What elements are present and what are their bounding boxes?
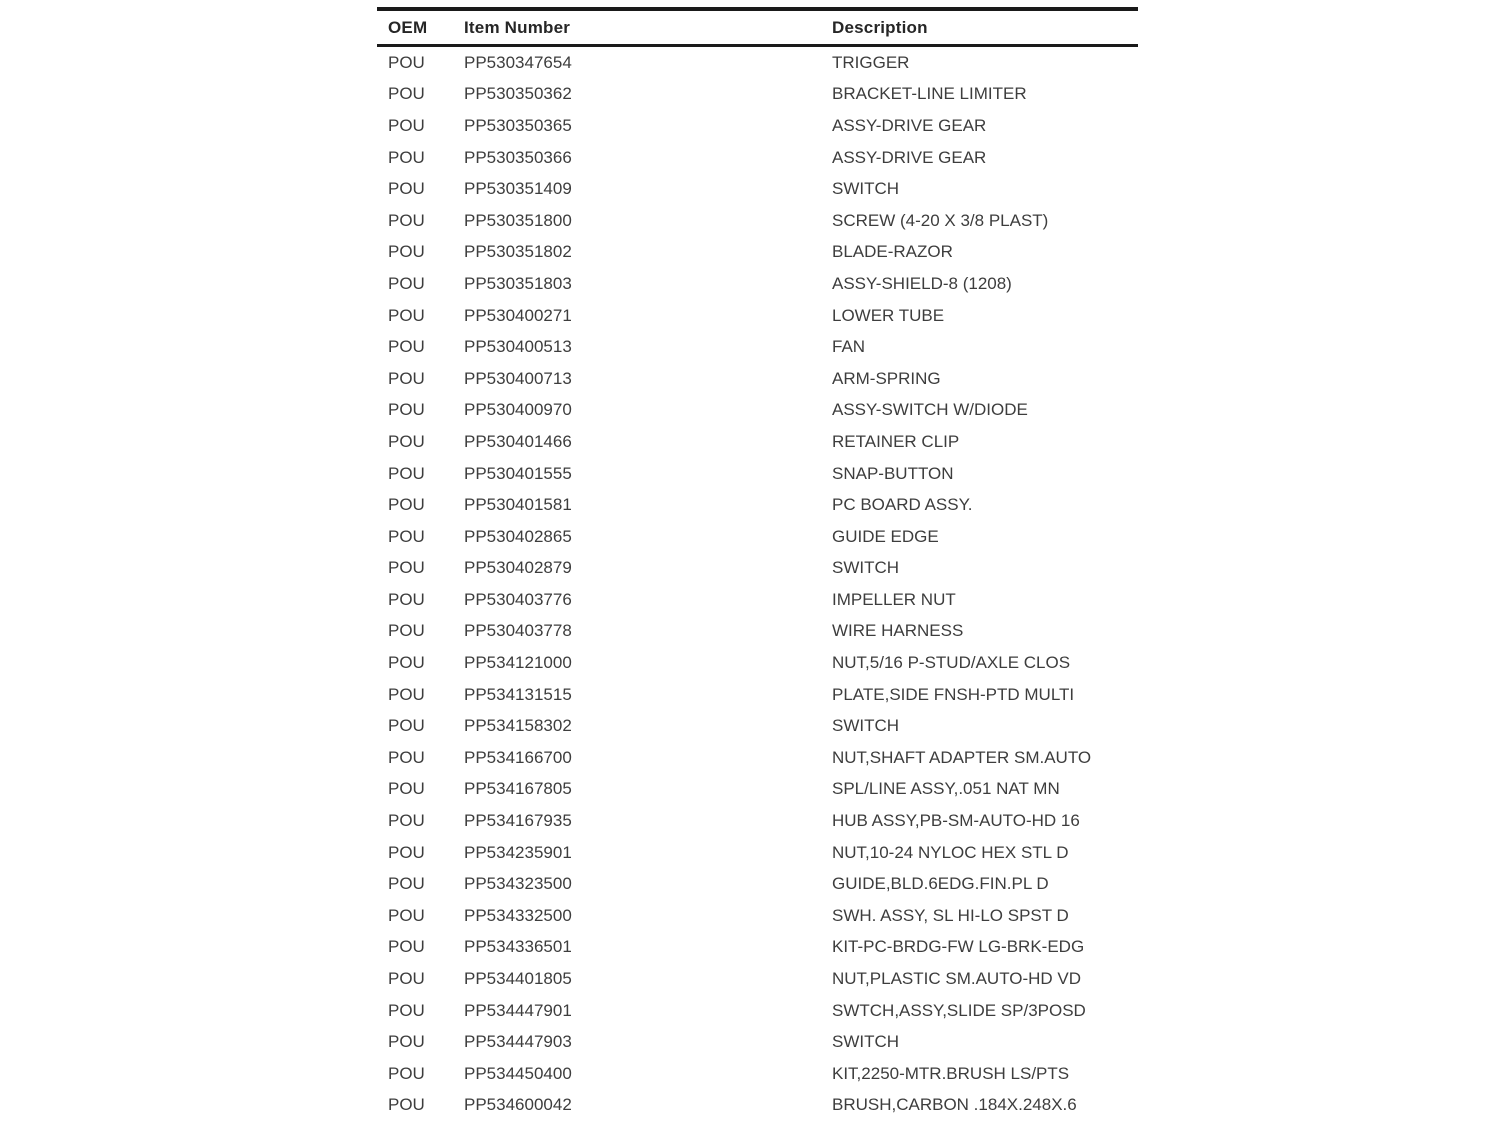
cell-item-number: PP530400513 [464,337,572,357]
cell-oem: POU [388,115,425,135]
cell-description: BRUSH,CARBON .184X.248X.6 [832,1095,1077,1115]
table-row [377,963,1138,995]
cell-description: WIRE HARNESS [832,621,964,641]
cell-item-number: PP534447901 [464,1000,572,1020]
cell-item-number: PP534131515 [464,684,572,704]
cell-oem: POU [388,463,425,483]
cell-item-number: PP534332500 [464,905,572,925]
table-row [377,426,1138,458]
cell-description: NUT,5/16 P-STUD/AXLE CLOS [832,653,1071,673]
cell-description: SNAP-BUTTON [832,463,954,483]
parts-table [377,7,1138,1121]
cell-oem: POU [388,842,425,862]
cell-description: NUT,PLASTIC SM.AUTO-HD VD [832,969,1082,989]
cell-description: ARM-SPRING [832,368,941,388]
cell-oem: POU [388,52,425,72]
cell-item-number: PP534323500 [464,874,572,894]
table-row [377,995,1138,1027]
cell-description: BRACKET-LINE LIMITER [832,84,1027,104]
parts-table-container [377,7,1138,1121]
cell-description: PLATE,SIDE FNSH-PTD MULTI [832,684,1075,704]
table-row [377,237,1138,269]
table-row [377,300,1138,332]
cell-oem: POU [388,874,425,894]
table-row [377,458,1138,490]
cell-oem: POU [388,969,425,989]
cell-oem: POU [388,653,425,673]
cell-item-number: PP534401805 [464,969,572,989]
cell-oem: POU [388,716,425,736]
table-row [377,932,1138,964]
cell-item-number: PP530402865 [464,526,572,546]
table-row [377,1026,1138,1058]
table-row [377,553,1138,585]
cell-description: SWITCH [832,716,900,736]
table-row [377,110,1138,142]
table-row [377,1090,1138,1122]
cell-oem: POU [388,179,425,199]
table-row [377,616,1138,648]
table-row [377,710,1138,742]
cell-oem: POU [388,305,425,325]
cell-description: ASSY-DRIVE GEAR [832,147,987,167]
cell-description: FAN [832,337,866,357]
table-row [377,395,1138,427]
cell-item-number: PP530400970 [464,400,572,420]
cell-description: SPL/LINE ASSY,.051 NAT MN [832,779,1060,799]
table-row [377,205,1138,237]
cell-oem: POU [388,684,425,704]
cell-description: HUB ASSY,PB-SM-AUTO-HD 16 [832,811,1080,831]
table-row [377,331,1138,363]
cell-oem: POU [388,368,425,388]
cell-oem: POU [388,526,425,546]
table-row [377,679,1138,711]
table-row [377,46,1138,79]
cell-item-number: PP534235901 [464,842,572,862]
cell-description: SCREW (4-20 X 3/8 PLAST) [832,210,1049,230]
cell-item-number: PP530401581 [464,495,572,515]
cell-description: ASSY-DRIVE GEAR [832,115,987,135]
cell-item-number: PP530351409 [464,179,572,199]
table-row [377,837,1138,869]
cell-description: BLADE-RAZOR [832,242,953,262]
cell-item-number: PP534447903 [464,1032,572,1052]
cell-item-number: PP534158302 [464,716,572,736]
column-header-description: Description [832,9,1138,46]
cell-item-number: PP530400271 [464,305,572,325]
cell-item-number: PP530351800 [464,210,572,230]
table-row [377,173,1138,205]
table-row [377,1058,1138,1090]
cell-oem: POU [388,1063,425,1083]
cell-oem: POU [388,495,425,515]
cell-item-number: PP534166700 [464,747,572,767]
cell-description: NUT,10-24 NYLOC HEX STL D [832,842,1069,862]
cell-item-number: PP530401466 [464,431,572,451]
cell-item-number: PP534336501 [464,937,572,957]
table-row [377,742,1138,774]
cell-description: GUIDE,BLD.6EDG.FIN.PL D [832,874,1049,894]
cell-oem: POU [388,431,425,451]
table-row [377,900,1138,932]
table-row [377,584,1138,616]
cell-description: KIT-PC-BRDG-FW LG-BRK-EDG [832,937,1085,957]
table-row [377,647,1138,679]
cell-oem: POU [388,400,425,420]
column-header-item-number: Item Number [464,9,832,46]
cell-item-number: PP530403776 [464,589,572,609]
cell-item-number: PP534600042 [464,1095,572,1115]
table-row [377,142,1138,174]
cell-oem: POU [388,273,425,293]
cell-item-number: PP530350366 [464,147,572,167]
table-row [377,79,1138,111]
table-row [377,868,1138,900]
cell-item-number: PP530402879 [464,558,572,578]
cell-description: IMPELLER NUT [832,589,956,609]
table-row [377,805,1138,837]
cell-oem: POU [388,242,425,262]
cell-item-number: PP530400713 [464,368,572,388]
cell-item-number: PP534450400 [464,1063,572,1083]
cell-description: RETAINER CLIP [832,431,960,451]
cell-description: LOWER TUBE [832,305,945,325]
table-row [377,774,1138,806]
cell-item-number: PP530350365 [464,115,572,135]
table-row [377,489,1138,521]
cell-oem: POU [388,905,425,925]
cell-description: SWITCH [832,179,900,199]
column-header-oem: OEM [377,9,464,46]
cell-oem: POU [388,1095,425,1115]
parts-table-body [377,46,1138,1122]
cell-oem: POU [388,1032,425,1052]
table-row [377,521,1138,553]
cell-oem: POU [388,747,425,767]
cell-description: PC BOARD ASSY. [832,495,973,515]
cell-oem: POU [388,621,425,641]
cell-item-number: PP530403778 [464,621,572,641]
cell-description: KIT,2250-MTR.BRUSH LS/PTS [832,1063,1070,1083]
cell-oem: POU [388,337,425,357]
cell-oem: POU [388,779,425,799]
parts-table-header [377,9,1138,46]
cell-description: NUT,SHAFT ADAPTER SM.AUTO [832,747,1092,767]
cell-item-number: PP530350362 [464,84,572,104]
header-row [377,9,1138,46]
cell-item-number: PP534167935 [464,811,572,831]
cell-item-number: PP534167805 [464,779,572,799]
cell-item-number: PP530347654 [464,52,572,72]
cell-oem: POU [388,84,425,104]
cell-description: SWH. ASSY, SL HI-LO SPST D [832,905,1069,925]
table-row [377,268,1138,300]
cell-item-number: PP530401555 [464,463,572,483]
cell-oem: POU [388,558,425,578]
cell-oem: POU [388,210,425,230]
cell-description: GUIDE EDGE [832,526,939,546]
cell-oem: POU [388,1000,425,1020]
cell-description: SWTCH,ASSY,SLIDE SP/3POSD [832,1000,1086,1020]
cell-description: SWITCH [832,558,900,578]
cell-description: TRIGGER [832,52,910,72]
cell-oem: POU [388,589,425,609]
cell-description: ASSY-SHIELD-8 (1208) [832,273,1012,293]
cell-oem: POU [388,811,425,831]
table-row [377,363,1138,395]
cell-oem: POU [388,147,425,167]
cell-oem: POU [388,937,425,957]
cell-item-number: PP530351803 [464,273,572,293]
cell-item-number: PP530351802 [464,242,572,262]
cell-description: SWITCH [832,1032,900,1052]
cell-item-number: PP534121000 [464,653,572,673]
cell-description: ASSY-SWITCH W/DIODE [832,400,1028,420]
